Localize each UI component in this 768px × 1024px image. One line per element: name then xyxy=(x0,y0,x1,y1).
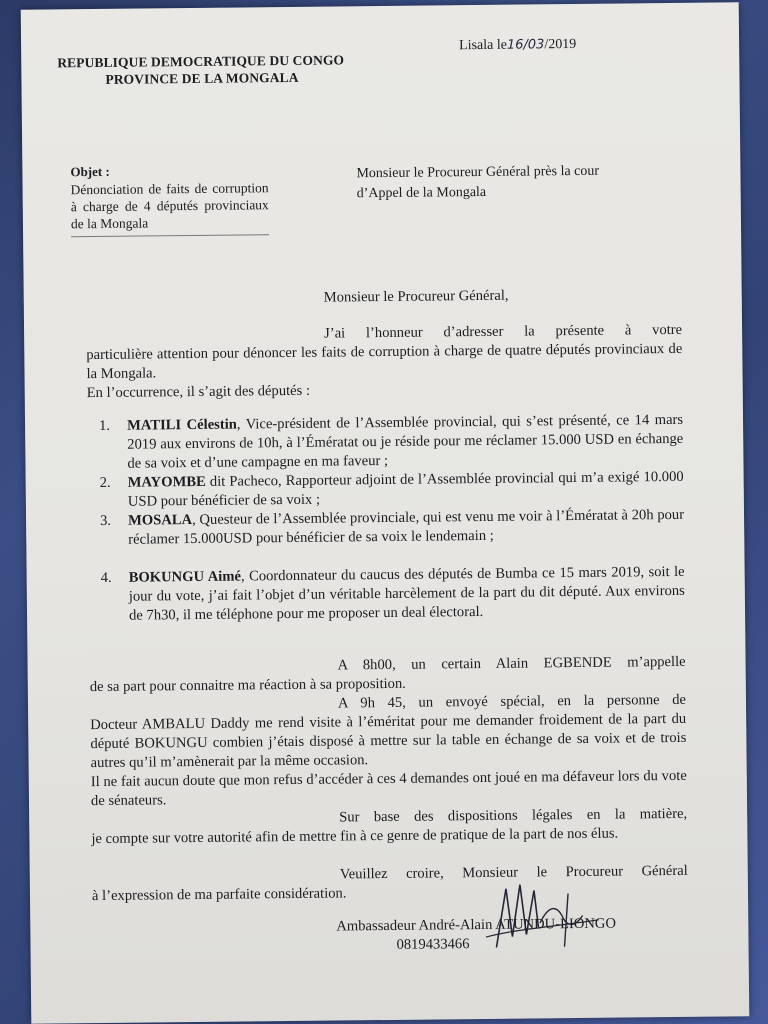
deputy-name: MOSALA xyxy=(127,512,193,529)
objet-label: Objet : xyxy=(70,163,110,180)
signatory-name: Ambassadeur André-Alain ATUNDU-LIONGO xyxy=(336,915,617,935)
objet-text: Dénonciation de faits de corruption à charge de 4 députés provinciaux de la Mongala xyxy=(71,179,270,237)
paragraph-8h00-rest: de sa part pour connaitre ma réaction à sa proposition. xyxy=(89,675,406,696)
deputy-text: , Questeur de l’Assemblée provinciale, qui est venu me voir à l’Émératat à 20h pour réclamer 15.000USD pour bénéficier de sa voix le lendemain ; xyxy=(128,506,685,548)
closing-lead: Veuillez croire, Monsieur le Procureur Général xyxy=(339,862,688,883)
paragraph-8h00-lead: A 8h00, un certain Alain EGBENDE m’appelle xyxy=(337,653,686,674)
paragraph-dispositions-rest: je compte sur votre autorité afin de mettre fin à ce genre de pratique de la part de nos élus. xyxy=(91,825,619,848)
list-number: 2. xyxy=(99,474,111,491)
list-item xyxy=(98,411,684,474)
deputy-text: dit Pacheco, Rapporteur adjoint de l’Assemblée provincial qui m’a exigé 10.000 USD pour bénéficier de sa voix ; xyxy=(127,468,684,510)
recipient-address: Monsieur le Procureur Général près la cour d’Appel de la Mongala xyxy=(356,163,600,202)
signatory-phone: 0819433466 xyxy=(396,936,470,953)
paragraph-9h45-rest: Docteur AMBALU Daddy me rend visite à l’éméritat pour me demander froidement de la part du député BOKUNGU combien j’étais disposé à mettre sur la table en échange de sa voix et de trois autres qu’il m’amènerait par la même occasion. xyxy=(90,710,687,772)
paragraph-refus: Il ne fait aucun doute que mon refus d’accéder à ces 4 demandes ont joué en ma défaveur lors du vote de sénateurs. xyxy=(90,767,687,810)
deputy-name: MAYOMBE xyxy=(127,473,206,491)
list-item xyxy=(99,468,684,512)
list-item xyxy=(100,563,686,626)
list-number: 1. xyxy=(98,417,111,434)
intro-line: En l’occurrence, il s’agit des députés : xyxy=(86,382,311,402)
list-item xyxy=(99,506,685,550)
date-handwritten: 16/03 xyxy=(506,37,545,53)
paragraph-dispositions-lead: Sur base des dispositions légales en la matière, xyxy=(339,805,688,826)
header-republic: REPUBLIQUE DEMOCRATIQUE DU CONGO xyxy=(57,52,345,71)
deputy-name: BOKUNGU Aimé xyxy=(128,568,242,586)
list-number: 4. xyxy=(100,569,112,586)
list-number: 3. xyxy=(99,512,112,529)
date-line xyxy=(459,37,576,54)
paragraph-9h45-lead: A 9h 45, un envoyé spécial, en la personne de xyxy=(337,691,687,712)
date-prefix: Lisala le xyxy=(459,37,507,54)
deputy-name: MATILI Célestin xyxy=(126,416,237,434)
letter-page xyxy=(21,2,750,1023)
intro-lead: J’ai l’honneur d’adresser la présente à votre xyxy=(324,321,683,342)
closing-rest: à l’expression de ma parfaite considération. xyxy=(91,885,347,905)
deputy-text: , Coordonnateur du caucus des députés de Bumba ce 15 mars 2019, soit le jour du vote, j’ai fait l’objet d’un véritable harcèlement de la part du dit député. Aux environs de 7h30, il me téléphone pour me proposer un deal électoral. xyxy=(128,563,685,624)
header-province: PROVINCE DE LA MONGALA xyxy=(105,69,299,87)
deputy-text: , Vice-président de l’Assemblée provincial, qui s’est présenté, ce 14 mars 2019 aux environs de 10h, à l’Émératat ou je réside pour me réclamer 15.000 USD en échange de sa voix et d’une campagne en ma faveur ; xyxy=(127,411,684,472)
date-suffix: /2019 xyxy=(544,36,577,53)
salutation: Monsieur le Procureur Général, xyxy=(323,287,509,306)
intro-rest: particulière attention pour dénoncer les faits de corruption à charge de quatre députés provinciaux de la Mongala. xyxy=(86,340,683,383)
